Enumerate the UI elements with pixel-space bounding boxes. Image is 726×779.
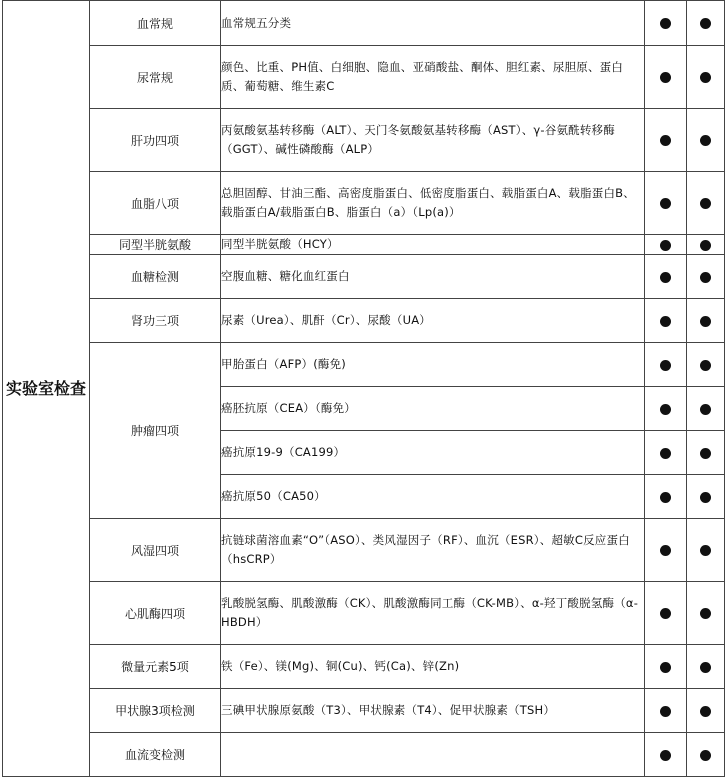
filled-circle-icon bbox=[660, 18, 671, 29]
detail-cell: 尿素（Urea）、肌酐（Cr）、尿酸（UA） bbox=[221, 299, 645, 343]
mark-cell-1 bbox=[645, 582, 687, 645]
filled-circle-icon bbox=[660, 492, 671, 503]
group-cell: 血流变检测 bbox=[90, 733, 221, 777]
filled-circle-icon bbox=[700, 448, 711, 459]
category-cell bbox=[3, 1, 90, 777]
table-row bbox=[3, 733, 725, 777]
mark-cell-1 bbox=[645, 431, 687, 475]
mark-cell-1 bbox=[645, 689, 687, 733]
filled-circle-icon bbox=[700, 18, 711, 29]
filled-circle-icon bbox=[700, 545, 711, 556]
mark-cell-2 bbox=[687, 172, 725, 235]
filled-circle-icon bbox=[660, 545, 671, 556]
mark-cell-2 bbox=[687, 109, 725, 172]
table-row bbox=[3, 1, 725, 46]
mark-cell-2 bbox=[687, 431, 725, 475]
filled-circle-icon bbox=[700, 240, 711, 251]
mark-cell-1 bbox=[645, 172, 687, 235]
filled-circle-icon bbox=[660, 750, 671, 761]
lab-exam-table bbox=[2, 0, 725, 777]
filled-circle-icon bbox=[700, 316, 711, 327]
filled-circle-icon bbox=[700, 492, 711, 503]
mark-cell-1 bbox=[645, 299, 687, 343]
filled-circle-icon bbox=[700, 135, 711, 146]
table-row bbox=[3, 689, 725, 733]
table-row bbox=[3, 645, 725, 689]
detail-cell: 铁（Fe）、镁(Mg)、铜(Cu)、钙(Ca)、锌(Zn) bbox=[221, 645, 645, 689]
table-row bbox=[3, 299, 725, 343]
mark-cell-1 bbox=[645, 645, 687, 689]
mark-cell-2 bbox=[687, 235, 725, 255]
detail-cell: 同型半胱氨酸（HCY） bbox=[221, 235, 645, 255]
group-cell: 肾功三项 bbox=[90, 299, 221, 343]
mark-cell-1 bbox=[645, 733, 687, 777]
detail-cell: 乳酸脱氢酶、肌酸激酶（CK）、肌酸激酶同工酶（CK-MB）、α-羟丁酸脱氢酶（α-HBDH） bbox=[221, 582, 645, 645]
filled-circle-icon bbox=[660, 448, 671, 459]
detail-cell: 癌抗原19-9（CA199） bbox=[221, 431, 645, 475]
detail-cell: 抗链球菌溶血素“O”（ASO）、类风湿因子（RF）、血沉（ESR）、超敏C反应蛋白（hsCRP） bbox=[221, 519, 645, 582]
filled-circle-icon bbox=[660, 316, 671, 327]
filled-circle-icon bbox=[660, 706, 671, 717]
filled-circle-icon bbox=[660, 198, 671, 209]
group-cell: 微量元素5项 bbox=[90, 645, 221, 689]
mark-cell-2 bbox=[687, 519, 725, 582]
filled-circle-icon bbox=[660, 404, 671, 415]
group-cell: 肿瘤四项 bbox=[90, 343, 221, 519]
mark-cell-1 bbox=[645, 1, 687, 46]
group-cell: 肝功四项 bbox=[90, 109, 221, 172]
group-cell: 血常规 bbox=[90, 1, 221, 46]
detail-cell: 甲胎蛋白（AFP）(酶免) bbox=[221, 343, 645, 387]
filled-circle-icon bbox=[700, 750, 711, 761]
detail-cell: 三碘甲状腺原氨酸（T3）、甲状腺素（T4）、促甲状腺素（TSH） bbox=[221, 689, 645, 733]
table-row bbox=[3, 172, 725, 235]
detail-cell: 癌抗原50（CA50） bbox=[221, 475, 645, 519]
table-row bbox=[3, 109, 725, 172]
table-row bbox=[3, 519, 725, 582]
detail-cell: 血常规五分类 bbox=[221, 1, 645, 46]
mark-cell-2 bbox=[687, 1, 725, 46]
mark-cell-2 bbox=[687, 343, 725, 387]
filled-circle-icon bbox=[700, 662, 711, 673]
mark-cell-2 bbox=[687, 299, 725, 343]
filled-circle-icon bbox=[700, 72, 711, 83]
table-row bbox=[3, 255, 725, 299]
mark-cell-1 bbox=[645, 235, 687, 255]
group-cell: 心肌酶四项 bbox=[90, 582, 221, 645]
table-row bbox=[3, 235, 725, 255]
filled-circle-icon bbox=[660, 272, 671, 283]
mark-cell-2 bbox=[687, 689, 725, 733]
mark-cell-2 bbox=[687, 255, 725, 299]
detail-cell: 空腹血糖、糖化血红蛋白 bbox=[221, 255, 645, 299]
mark-cell-1 bbox=[645, 46, 687, 109]
mark-cell-2 bbox=[687, 582, 725, 645]
mark-cell-2 bbox=[687, 733, 725, 777]
group-cell: 血糖检测 bbox=[90, 255, 221, 299]
group-cell: 风湿四项 bbox=[90, 519, 221, 582]
filled-circle-icon bbox=[700, 360, 711, 371]
mark-cell-1 bbox=[645, 519, 687, 582]
table-row bbox=[3, 582, 725, 645]
mark-cell-1 bbox=[645, 109, 687, 172]
filled-circle-icon bbox=[660, 360, 671, 371]
detail-cell bbox=[221, 733, 645, 777]
mark-cell-2 bbox=[687, 475, 725, 519]
filled-circle-icon bbox=[700, 706, 711, 717]
detail-cell: 总胆固醇、甘油三酯、高密度脂蛋白、低密度脂蛋白、载脂蛋白A、载脂蛋白B、载脂蛋白A/载脂蛋白B、脂蛋白（a）（Lp(a)） bbox=[221, 172, 645, 235]
filled-circle-icon bbox=[700, 198, 711, 209]
detail-cell: 丙氨酸氨基转移酶（ALT）、天门冬氨酸氨基转移酶（AST）、γ-谷氨酰转移酶（GGT）、碱性磷酸酶（ALP） bbox=[221, 109, 645, 172]
mark-cell-2 bbox=[687, 645, 725, 689]
filled-circle-icon bbox=[660, 662, 671, 673]
group-cell: 血脂八项 bbox=[90, 172, 221, 235]
mark-cell-1 bbox=[645, 343, 687, 387]
detail-cell: 癌胚抗原（CEA）（酶免） bbox=[221, 387, 645, 431]
group-cell: 尿常规 bbox=[90, 46, 221, 109]
mark-cell-2 bbox=[687, 387, 725, 431]
filled-circle-icon bbox=[700, 272, 711, 283]
mark-cell-1 bbox=[645, 387, 687, 431]
group-cell: 甲状腺3项检测 bbox=[90, 689, 221, 733]
filled-circle-icon bbox=[660, 240, 671, 251]
mark-cell-1 bbox=[645, 255, 687, 299]
group-cell: 同型半胱氨酸 bbox=[90, 235, 221, 255]
filled-circle-icon bbox=[660, 608, 671, 619]
mark-cell-2 bbox=[687, 46, 725, 109]
table-row bbox=[3, 343, 725, 387]
table-row bbox=[3, 46, 725, 109]
filled-circle-icon bbox=[660, 135, 671, 146]
filled-circle-icon bbox=[660, 72, 671, 83]
mark-cell-1 bbox=[645, 475, 687, 519]
detail-cell: 颜色、比重、PH值、白细胞、隐血、亚硝酸盐、酮体、胆红素、尿胆原、蛋白质、葡萄糖、维生素C bbox=[221, 46, 645, 109]
category-label: 实验室检查 bbox=[5, 378, 86, 398]
filled-circle-icon bbox=[700, 608, 711, 619]
filled-circle-icon bbox=[700, 404, 711, 415]
